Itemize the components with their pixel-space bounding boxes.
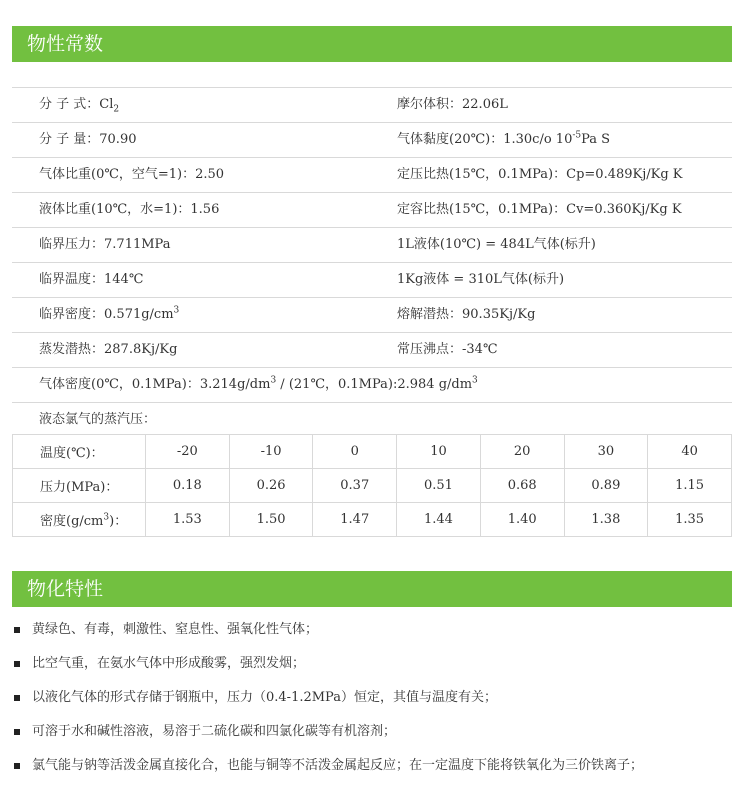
table-cell: 0.68	[480, 469, 564, 503]
gas-density-row	[12, 368, 732, 403]
bullet-square-icon	[14, 729, 20, 735]
section-title-physical-constants: 物性常数	[12, 26, 732, 62]
table-cell: 0.18	[146, 469, 230, 503]
table-cell: 40	[648, 435, 732, 469]
table-cell: 1.35	[648, 503, 732, 537]
table-cell: 0.89	[564, 469, 648, 503]
list-item: 比空气重，在氨水气体中形成酸雾，强烈发烟；	[12, 654, 732, 688]
bullet-square-icon	[14, 695, 20, 701]
physical-constants-list	[12, 87, 732, 437]
table-cell: 1.40	[480, 503, 564, 537]
table-cell: 1.53	[146, 503, 230, 537]
property-right: 1Kg液体 = 310L气体(标升)	[397, 272, 565, 287]
gas-density-text: 气体密度(0℃，0.1MPa)：$3.214g/dm^3$ / (21℃，0.1MPa):2.984 $g/dm^3$	[39, 375, 478, 392]
property-row	[12, 298, 732, 333]
table-cell: 20	[480, 435, 564, 469]
property-left: 气体比重(0℃，空气=1)：2.50	[39, 167, 225, 182]
property-right: 熔解潜热：90.35Kj/Kg	[397, 307, 536, 322]
property-row	[12, 333, 732, 368]
property-left: 蒸发潜热：287.8Kj/Kg	[39, 342, 178, 357]
table-cell: 1.50	[229, 503, 313, 537]
property-row	[12, 87, 732, 123]
list-item: 氯气能与钠等活泼金属直接化合，也能与铜等不活泼金属起反应；在一定温度下能将铁氧化为三价铁离子；	[12, 756, 732, 790]
table-cell: 1.44	[397, 503, 481, 537]
table-cell: 0.37	[313, 469, 397, 503]
vapor-pressure-title: 液态氯气的蒸汽压：	[39, 412, 157, 427]
chemical-properties-list	[12, 620, 732, 790]
row-header: 密度$(g/cm^3)$：	[13, 503, 146, 537]
list-item: 以液化气体的形式存储于钢瓶中，压力（0.4-1.2MPa）恒定，其值与温度有关；	[12, 688, 732, 722]
property-left: 临界温度：144℃	[39, 272, 144, 287]
property-right: 定容比热(15℃，0.1MPa)：Cv=0.360Kj/Kg K	[397, 202, 682, 217]
property-right: 定压比热(15℃，0.1MPa)：Cp=0.489Kj/Kg K	[397, 167, 683, 182]
table-cell: 0.51	[397, 469, 481, 503]
table-cell: 10	[397, 435, 481, 469]
table-cell: 30	[564, 435, 648, 469]
property-row	[12, 123, 732, 158]
table-cell: 0.26	[229, 469, 313, 503]
table-row-pressure	[13, 469, 732, 503]
section-title-chemical-properties: 物化特性	[12, 571, 732, 607]
vapor-pressure-title-row	[12, 403, 732, 437]
table-row-density	[13, 503, 732, 537]
vapor-pressure-table	[12, 434, 732, 537]
table-cell: -20	[146, 435, 230, 469]
property-left: 分 子 式：$Cl_2$	[39, 97, 120, 115]
property-right: 摩尔体积：22.06L	[397, 97, 508, 112]
row-header: 压力(MPa)：	[13, 469, 146, 503]
property-left: 临界密度：$0.571g/cm^3$	[39, 305, 180, 322]
property-right: 1L液体(10℃) = 484L气体(标升)	[397, 237, 596, 252]
property-row	[12, 263, 732, 298]
property-row	[12, 228, 732, 263]
table-cell: 1.47	[313, 503, 397, 537]
property-left: 临界压力：7.711MPa	[39, 237, 171, 252]
bullet-square-icon	[14, 661, 20, 667]
table-cell: 1.15	[648, 469, 732, 503]
table-row-temperature	[13, 435, 732, 469]
bullet-square-icon	[14, 627, 20, 633]
property-right: 气体黏度(20℃)：1.30c/o $10^{-5}Pa$ S	[397, 130, 611, 147]
list-item: 可溶于水和碱性溶液，易溶于二硫化碳和四氯化碳等有机溶剂；	[12, 722, 732, 756]
table-cell: 1.38	[564, 503, 648, 537]
property-row	[12, 193, 732, 228]
row-header: 温度(℃)：	[13, 435, 146, 469]
bullet-square-icon	[14, 763, 20, 769]
property-left: 液体比重(10℃，水=1)：1.56	[39, 202, 220, 217]
property-row	[12, 158, 732, 193]
table-cell: -10	[229, 435, 313, 469]
table-cell: 0	[313, 435, 397, 469]
property-left: 分 子 量：70.90	[39, 132, 137, 147]
list-item: 黄绿色、有毒，刺激性、窒息性、强氧化性气体；	[12, 620, 732, 654]
property-right: 常压沸点：-34℃	[397, 342, 498, 357]
